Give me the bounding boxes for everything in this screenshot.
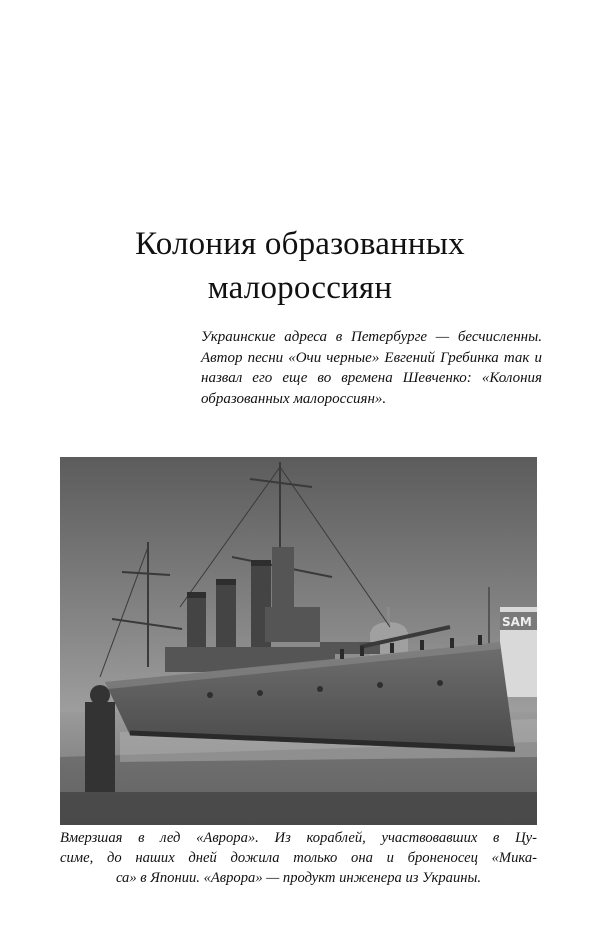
- chapter-title: [60, 222, 540, 310]
- caption-line-3: са» в Японии. «Аврора» — продукт инженера из Украины.: [115, 870, 482, 887]
- photo-caption: [60, 828, 537, 889]
- photo-billboard-text: SAM: [502, 615, 532, 629]
- chapter-title-line-1: Колония образованных: [135, 226, 465, 262]
- photo-cruiser-aurora: [60, 457, 537, 825]
- chapter-title-line-2: малороссиян: [207, 270, 393, 306]
- caption-line-2: симе, до наших дней дожила только она и броненосец «Мика-: [60, 850, 537, 867]
- epigraph: Украинские адреса в Петербурге — бесчисленны. Автор песни «Очи черные» Евгений Гребинка так и назвал его еще во времена Шевченко: «Колония образованных малороссиян».: [201, 329, 542, 407]
- caption-line-1: Вмерзшая в лед «Аврора». Из кораблей, участвовавших в Цу-: [60, 830, 537, 846]
